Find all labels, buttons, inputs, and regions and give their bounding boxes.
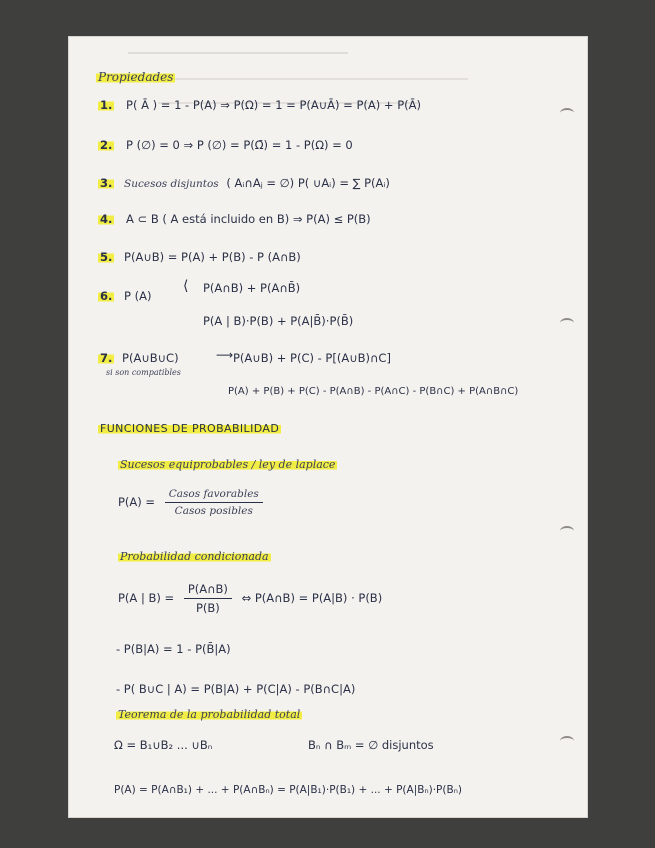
arrow-right-icon: ⟶: [216, 348, 234, 362]
conditional-lhs: P(A | B) =: [118, 591, 175, 605]
conditional-title: [118, 550, 271, 563]
section-title-text: FUNCIONES DE PROBABILIDAD: [100, 422, 280, 435]
property-6: [98, 289, 151, 303]
laplace-formula: [118, 488, 269, 517]
binder-hole-mark: [560, 526, 574, 536]
conditional-numerator: P(A∩B): [187, 582, 228, 596]
laplace-denominator: Casos posibles: [174, 505, 253, 517]
page-title-text: Propiedades: [98, 70, 174, 84]
laplace-lhs: P(A) =: [118, 495, 156, 509]
conditional-title-text: Probabilidad condicionada: [120, 550, 269, 563]
total-prob-title: [116, 708, 302, 721]
property-5: [98, 250, 301, 264]
property-prefix: Sucesos disjuntos: [124, 178, 219, 190]
conditional-item-1: [116, 642, 231, 656]
property-4: [98, 212, 371, 226]
conditional-item-1-text: - P(B|A) = 1 - P(B̄|A): [116, 642, 231, 656]
total-prob-formula-text: P(A) = P(A∩B₁) + ... + P(A∩Bₙ) = P(A|B₁)·P(B₁) + ... + P(A|Bₙ)·P(Bₙ): [114, 784, 462, 796]
property-6-branch-top: [203, 281, 300, 295]
fraction-bar: [165, 502, 263, 503]
total-prob-omega: [114, 738, 212, 752]
property-text: A ⊂ B ( A está incluido en B) ⇒ P(A) ≤ P(B): [126, 212, 371, 226]
total-prob-title-text: Teorema de la probabilidad total: [118, 708, 301, 721]
property-7-line1: [233, 351, 391, 365]
property-text: P (∅) = 0 ⇒ P (∅) = P(Ω̄) = 1 - P(Ω) = 0: [126, 138, 353, 152]
property-text: P (A): [124, 289, 152, 303]
property-number: 3.: [100, 176, 113, 190]
notebook-page: [68, 36, 588, 818]
total-prob-disjoint: [308, 738, 434, 752]
fraction-bar: [184, 598, 232, 599]
section-title: [98, 422, 281, 435]
property-6-branch-bottom: [203, 314, 353, 328]
branch-top-text: P(A∩B) + P(A∩B̄): [203, 281, 301, 295]
property-7-line2: [228, 386, 518, 397]
expansion-line-1: P(A∪B) + P(C) - P[(A∪B)∩C]: [233, 351, 391, 365]
conditional-rhs: ⇔ P(A∩B) = P(A|B) · P(B): [241, 591, 383, 605]
property-number: 5.: [100, 250, 113, 264]
omega-partition: Ω = B₁∪B₂ ... ∪Bₙ: [114, 738, 213, 752]
binder-hole-mark: [560, 108, 574, 118]
property-2: [98, 138, 353, 152]
total-prob-formula: [114, 784, 462, 796]
property-7-note: [106, 368, 181, 377]
laplace-title: [118, 458, 337, 471]
property-3: [98, 176, 390, 190]
conditional-item-2: [116, 682, 355, 696]
conditional-denominator: P(B): [195, 601, 220, 615]
property-number: 7.: [100, 351, 113, 365]
branch-arrow-icon: ⟨: [183, 278, 189, 294]
conditional-formula: [118, 582, 382, 615]
property-number: 1.: [100, 98, 113, 112]
laplace-title-text: Sucesos equiprobables / ley de laplace: [120, 458, 336, 471]
property-text: P( Ā ) = 1 - P(A) ⇒ P(Ω) = 1 = P(A∪Ā) = P(A) + P(Ā): [126, 98, 421, 112]
expansion-line-2: P(A) + P(B) + P(C) - P(A∩B) - P(A∩C) - P(B∩C) + P(A∩B∩C): [228, 386, 519, 397]
page-title: [96, 70, 175, 84]
property-text: P(A∪B∪C): [122, 351, 179, 365]
conditional-fraction: [184, 582, 232, 615]
binder-hole-mark: [560, 318, 574, 328]
branch-bottom-text: P(A | B)·P(B) + P(A|B̄)·P(B̄): [203, 314, 354, 328]
laplace-fraction: [165, 488, 263, 517]
property-text: P(A∪B) = P(A) + P(B) - P (A∩B): [124, 250, 301, 264]
binder-hole-mark: [560, 736, 574, 746]
disjoint-condition: Bₙ ∩ Bₘ = ∅ disjuntos: [308, 738, 434, 752]
laplace-numerator: Casos favorables: [168, 488, 259, 500]
property-number: 6.: [100, 289, 113, 303]
note-text: si son compatibles: [106, 368, 181, 377]
property-text: ( Aᵢ∩Aⱼ = ∅) P( ∪Aᵢ) = ∑ P(Aᵢ): [226, 176, 390, 190]
property-number: 4.: [100, 212, 113, 226]
property-number: 2.: [100, 138, 113, 152]
property-1: [98, 98, 421, 112]
conditional-item-2-text: - P( B∪C | A) = P(B|A) + P(C|A) - P(B∩C|A): [116, 682, 356, 696]
property-7: [98, 351, 179, 365]
